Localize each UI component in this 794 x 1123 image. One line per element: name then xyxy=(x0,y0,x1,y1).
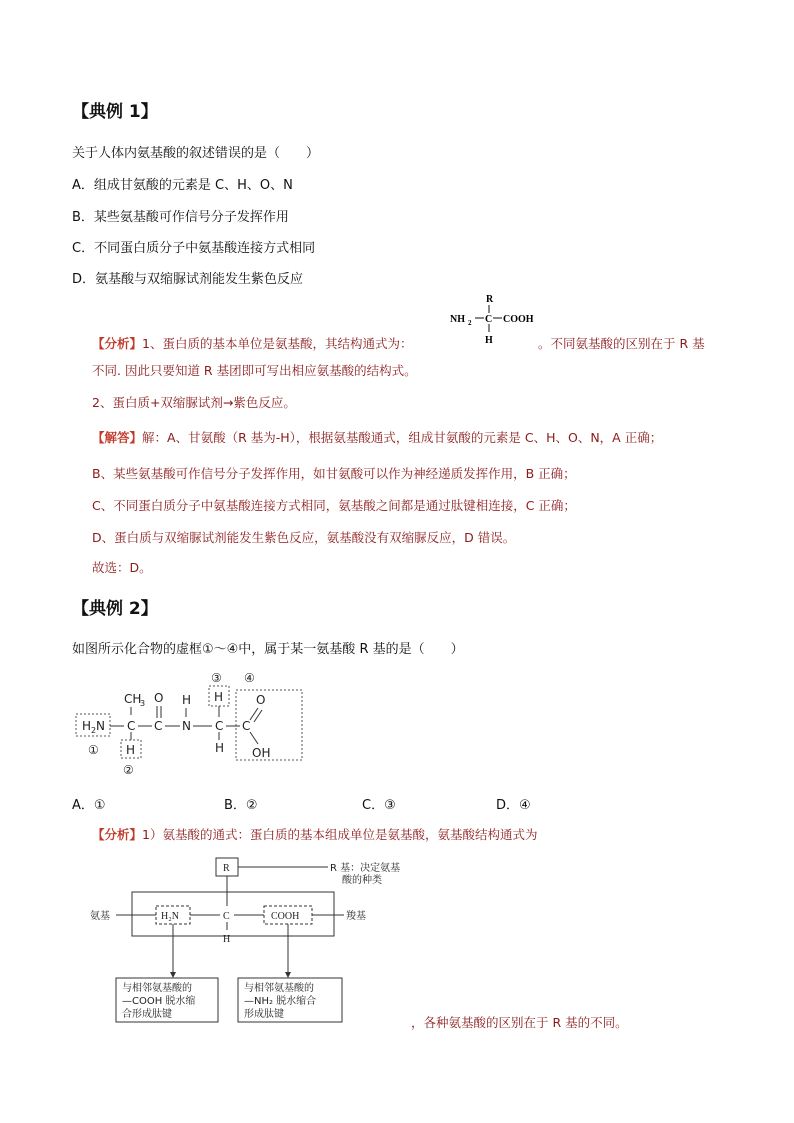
c-carbonyl: C xyxy=(154,719,163,733)
formula-nh-sub: 2 xyxy=(468,319,472,327)
example2-analysis-line1 xyxy=(92,825,537,843)
ch3-sub: 3 xyxy=(140,699,146,708)
formula-nh: NH xyxy=(450,314,465,325)
analysis-tag: 【分析】 xyxy=(92,336,143,351)
example1-heading: 【典例 1】 xyxy=(72,102,158,122)
circle-2: ② xyxy=(123,763,134,777)
c-alpha-1: C xyxy=(127,719,136,733)
diagram-h2n: H₂N xyxy=(161,911,179,922)
amino-acid-general-formula xyxy=(448,290,543,348)
solution-tag: 【解答】 xyxy=(92,430,143,445)
circle-1: ① xyxy=(88,743,99,757)
box1-line3: 合形成肽键 xyxy=(122,1009,172,1020)
h2n-h: H xyxy=(82,719,92,733)
example2-option-c: C．③ xyxy=(362,798,396,813)
analysis-text-a: 1、蛋白质的基本单位是氨基酸，其结构通式为： xyxy=(142,336,413,351)
h-box-3: H xyxy=(214,690,224,704)
box2-line3: 形成肽键 xyxy=(244,1009,284,1020)
diagram-h: H xyxy=(223,934,231,945)
o-carbonyl: O xyxy=(154,691,164,705)
h2n-n: N xyxy=(96,719,105,733)
c-carboxyl: C xyxy=(242,719,251,733)
solution-text-1: 解：A、甘氨酸（R 基为-H），根据氨基酸通式，组成甘氨酸的元素是 C、H、O、N，A 正确； xyxy=(142,430,663,445)
example1-solution-line3: C、不同蛋白质分子中氨基酸连接方式相同，氨基酸之间都是通过肽键相连接，C 正确； xyxy=(92,498,576,513)
h-below-c2: H xyxy=(215,741,225,755)
circle-4: ④ xyxy=(244,671,255,685)
example1-solution-line4: D、蛋白质与双缩脲试剂能发生紫色反应，氨基酸没有双缩脲反应，D 错误。 xyxy=(92,530,516,545)
example1-analysis-line2: 不同. 因此只要知道 R 基团即可写出相应氨基酸的结构式。 xyxy=(92,363,417,378)
h2n-sub: 2 xyxy=(91,726,97,735)
example2-option-a: A．① xyxy=(72,798,106,813)
example2-option-b: B．② xyxy=(224,798,258,813)
example1-option-c: C．不同蛋白质分子中氨基酸连接方式相同 xyxy=(72,241,316,256)
box2-line2: —NH₂ 脱水缩合 xyxy=(244,996,317,1007)
box2-line1: 与相邻氨基酸的 xyxy=(244,983,314,994)
o-carboxyl: O xyxy=(256,693,266,707)
amino-label: 氨基 xyxy=(90,911,110,922)
example1-analysis-line1 xyxy=(92,334,412,352)
example1-option-b: B．某些氨基酸可作信号分子发挥作用 xyxy=(72,210,289,225)
diagram-cooh: COOH xyxy=(271,911,300,922)
diagram-c: C xyxy=(223,911,230,922)
box1-line1: 与相邻氨基酸的 xyxy=(122,983,192,994)
example2-analysis-tag: 【分析】 xyxy=(92,827,143,842)
example1-solution-line1 xyxy=(92,428,662,446)
n-peptide: N xyxy=(182,719,191,733)
box1-line2: —COOH 脱水缩 xyxy=(122,996,196,1007)
example1-solution-line2: B、某些氨基酸可作信号分子发挥作用，如甘氨酸可以作为神经递质发挥作用，B 正确； xyxy=(92,466,576,481)
example2-question: 如图所示化合物的虚框①～④中，属于某一氨基酸 R 基的是（ ） xyxy=(72,642,464,657)
example2-heading: 【典例 2】 xyxy=(72,599,158,619)
r-label-2: 酸的种类 xyxy=(342,875,382,886)
amino-acid-structure-diagram xyxy=(86,852,426,1032)
example2-tail-text: ，各种氨基酸的区别在于 R 基的不同。 xyxy=(411,1015,628,1030)
r-label-1: R 基：决定氨基 xyxy=(330,863,401,874)
h-box-2: H xyxy=(126,743,136,757)
example1-question: 关于人体内氨基酸的叙述错误的是（ ） xyxy=(72,146,320,161)
circle-3: ③ xyxy=(211,671,222,685)
oh-carboxyl: OH xyxy=(252,746,271,760)
formula-cooh: COOH xyxy=(503,314,534,325)
example1-final-answer: 故选：D。 xyxy=(92,560,152,575)
c-alpha-2: C xyxy=(215,719,224,733)
example1-analysis-line1-b: 。不同氨基酸的区别在于 R 基 xyxy=(538,336,705,351)
carboxyl-label: 羧基 xyxy=(346,911,366,922)
formula-r: R xyxy=(486,294,494,305)
example1-option-a: A．组成甘氨酸的元素是 C、H、O、N xyxy=(72,178,293,193)
formula-h: H xyxy=(485,335,493,346)
ch3-label: CH xyxy=(124,692,142,706)
example2-analysis-text: 1）氨基酸的通式：蛋白质的基本组成单位是氨基酸，氨基酸结构通式为 xyxy=(142,827,538,842)
diagram-r: R xyxy=(223,863,230,874)
h-on-n: H xyxy=(182,693,192,707)
compound-structure-diagram xyxy=(72,668,312,780)
example2-option-d: D．④ xyxy=(496,798,531,813)
formula-c: C xyxy=(485,314,493,325)
example1-analysis-line3: 2、蛋白质+双缩脲试剂→紫色反应。 xyxy=(92,395,296,410)
example1-option-d: D．氨基酸与双缩脲试剂能发生紫色反应 xyxy=(72,272,304,287)
